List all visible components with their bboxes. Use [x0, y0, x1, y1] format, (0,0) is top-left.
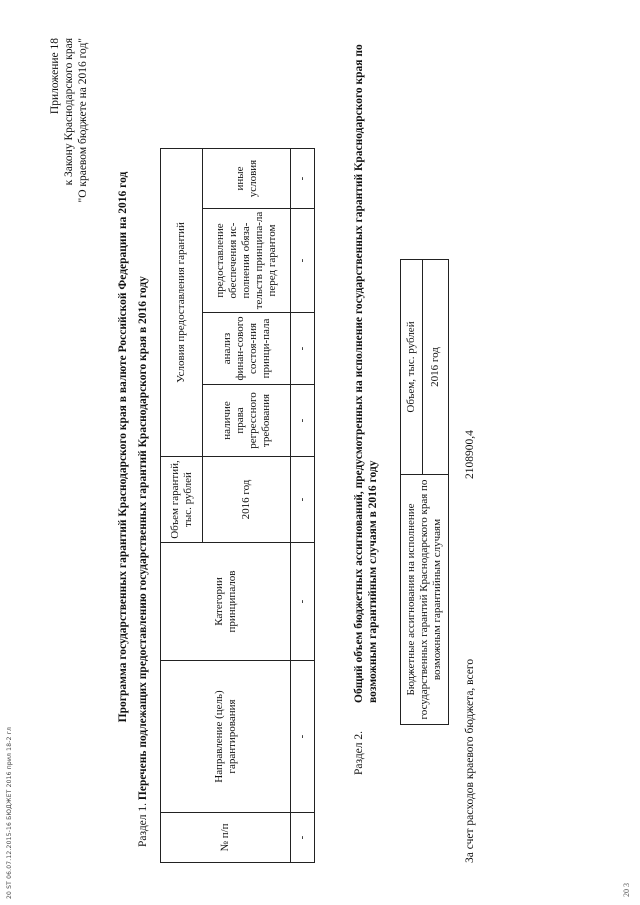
- appendix-line-3: "О краевом бюджете на 2016 год": [77, 38, 89, 203]
- header-condition-regress: наличие права регрессного требования: [203, 385, 291, 457]
- guarantees-table: [160, 148, 315, 863]
- header-conditions: Условия предоставления гарантий: [161, 149, 203, 457]
- appendix-note: [48, 38, 90, 202]
- header-volume: Объем гарантий, тыс. рублей: [161, 457, 203, 543]
- appropriations-year-header: 2016 год: [423, 260, 449, 475]
- header-condition-security: предоставление обеспечения ис-полнения обяза-тельств принципа-ла перед гарантом: [203, 209, 291, 313]
- section-2-title: Общий объем бюджетных ассигнований, предусмотренных на исполнение государственных гарантий Краснодарского края по возможным гарантийным случаям в 2016 году: [353, 44, 379, 703]
- appendix-line-1: Приложение 18: [49, 38, 61, 115]
- appropriations-description: Бюджетные ассигнования на исполнение государственных гарантий Краснодарского края по возможным гарантийным случаям: [401, 475, 449, 725]
- table-cell: -: [291, 543, 315, 661]
- table-cell: -: [291, 149, 315, 209]
- page-mark: 20 3: [622, 883, 631, 897]
- table-cell: -: [291, 385, 315, 457]
- table-cell: -: [291, 313, 315, 385]
- document-code: 20 ST 06.07.12.2015-16 БЮДЖЕТ 2016 прил 18-2 гл: [6, 726, 13, 899]
- program-title: Программа государственных гарантий Краснодарского края в валюте Российской Федерации на 2016 год: [117, 171, 129, 723]
- table-cell: -: [291, 209, 315, 313]
- section-1-label: Раздел 1.: [137, 802, 149, 847]
- section-2-label: Раздел 2.: [353, 730, 365, 775]
- section-2-heading: [352, 15, 380, 775]
- table-cell: -: [291, 813, 315, 863]
- table-cell: -: [291, 457, 315, 543]
- appendix-line-2: к Закону Краснодарского края: [63, 38, 75, 186]
- total-value: 2108900,4: [464, 430, 476, 479]
- header-direction: Направление (цель) гарантирования: [161, 661, 291, 813]
- header-condition-other: иные условия: [203, 149, 291, 209]
- header-condition-analysis: анализ финан-сового состоя-ния принци-пала: [203, 313, 291, 385]
- section-1-heading: [136, 276, 150, 847]
- appropriations-table: [400, 259, 449, 725]
- header-number: № п/п: [161, 813, 291, 863]
- appropriations-volume-header: Объем, тыс. рублей: [401, 260, 423, 475]
- total-label: За счет расходов краевого бюджета, всего: [464, 658, 476, 863]
- header-volume-year: 2016 год: [203, 457, 291, 543]
- header-categories: Категории принципалов: [161, 543, 291, 661]
- section-1-title: Перечень подлежащих предоставлению государственных гарантий Краснодарского края в 2016 году: [137, 276, 149, 801]
- table-cell: -: [291, 661, 315, 813]
